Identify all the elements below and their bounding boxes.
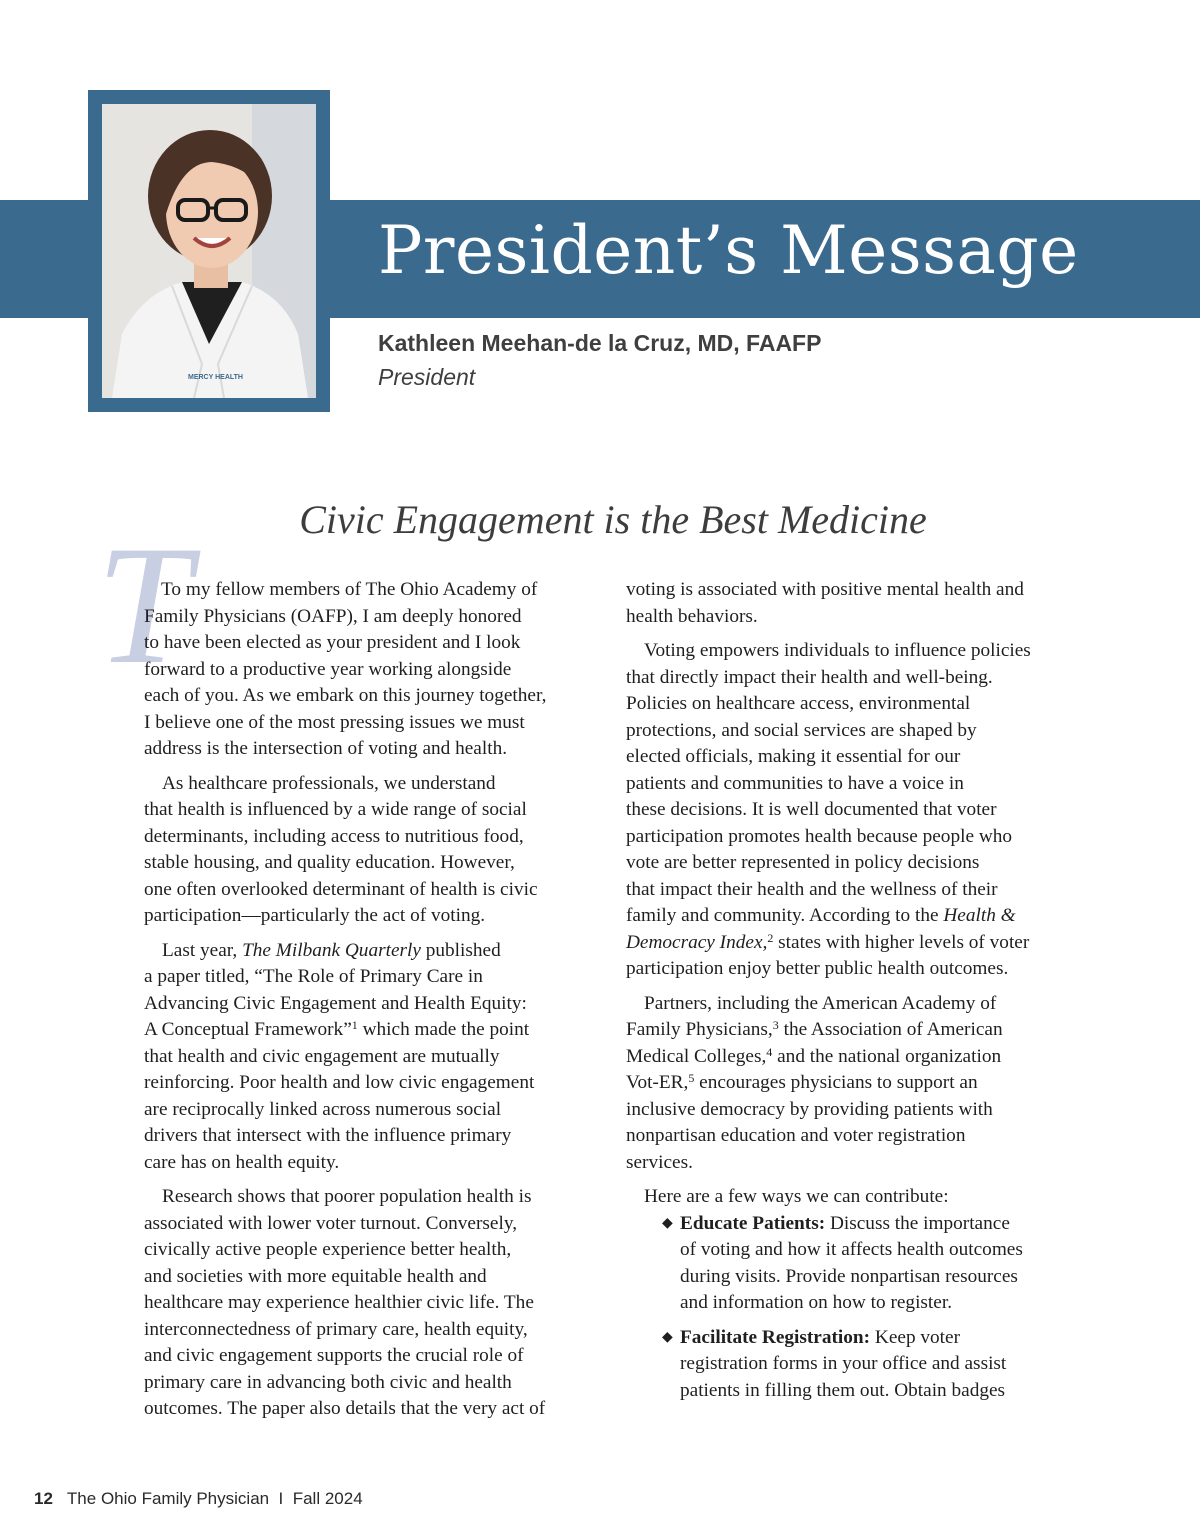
journal-title: The Milbank Quarterly — [242, 939, 421, 961]
text-line: address is the intersection of voting and health. — [144, 738, 508, 759]
text-line: I believe one of the most pressing issues we must — [144, 711, 525, 733]
paragraph-milbank — [144, 938, 604, 1177]
text-line: these decisions. It is well documented that voter — [626, 799, 997, 820]
text-line: participation promotes health because people who — [626, 825, 1013, 847]
text-line: forward to a productive year working alongside — [144, 658, 512, 680]
drop-cap: T — [96, 511, 191, 699]
text-line: drivers that intersect with the influence primary — [144, 1125, 512, 1146]
text-line: and civic engagement supports the crucial role of — [144, 1345, 524, 1366]
author-photo-frame — [88, 90, 330, 412]
article-title: Civic Engagement is the Best Medicine — [299, 497, 927, 542]
text-line: a paper titled, “The Role of Primary Care in — [144, 966, 483, 987]
text-line: Family Physicians,$^3$ the Association of American — [626, 1018, 1003, 1040]
paragraph-partners — [626, 991, 1086, 1177]
text-line: Democracy Index,$^2$ states with higher levels of voter — [626, 930, 1030, 953]
text-line: and societies with more equitable health and — [144, 1265, 487, 1287]
text-line: Advancing Civic Engagement and Health Equity: — [144, 992, 527, 1014]
page-title: President’s Message — [378, 212, 1079, 289]
paragraph-voting-empowers — [626, 638, 1086, 983]
paragraph-research — [144, 1184, 604, 1423]
text-line: Voting empowers individuals to influence policies — [644, 640, 1031, 661]
text-line: interconnectedness of primary care, health equity, — [144, 1318, 528, 1340]
footnote-ref: 2 — [767, 930, 774, 945]
text-line: Research shows that poorer population health is — [162, 1186, 532, 1207]
list-item: ◆ Educate Patients: Discuss the importance of voting and how it affects health outcomes during visits. Provide nonpartisan resources and information on how to register. — [680, 1211, 1086, 1317]
text-line: Partners, including the American Academy of — [644, 992, 997, 1014]
text-line: one often overlooked determinant of health is civic — [144, 878, 538, 900]
text-line: Policies on healthcare access, environmental — [626, 693, 971, 714]
paragraph-continuation — [626, 1097, 1086, 1177]
text-line: Family Physicians (OAFP), I am deeply honored — [144, 605, 522, 627]
text-line: and information on how to register. — [680, 1292, 953, 1313]
right-column — [626, 577, 1086, 1412]
author-name: Kathleen Meehan-de la Cruz, MD, FAAFP — [378, 330, 822, 356]
text-line: that directly impact their health and well-being. — [626, 666, 993, 688]
text-line: Last year, The Milbank Quarterly published — [162, 939, 501, 961]
list-item-body — [680, 1237, 1086, 1317]
text-line: of voting and how it affects health outcomes — [680, 1239, 1023, 1260]
text-line: A Conceptual Framework”$^1$ which made the point — [144, 1018, 530, 1040]
list-item-body — [680, 1351, 1086, 1404]
text-line: services. — [626, 1151, 693, 1173]
coat-logo-text: MERCY HEALTH — [188, 374, 243, 381]
footnote-ref: 4 — [766, 1044, 773, 1059]
text-line: civically active people experience better health, — [144, 1239, 512, 1260]
text-line: to have been elected as your president and I look — [144, 632, 521, 653]
text-line: outcomes. The paper also details that the very act of — [144, 1398, 546, 1419]
footnote-ref: 5 — [688, 1071, 695, 1085]
text-line: healthcare may experience healthier civic life. The — [144, 1292, 534, 1313]
index-title: Democracy Index, — [626, 931, 768, 953]
contribution-list — [626, 1211, 1086, 1405]
paragraph-intro — [144, 577, 604, 763]
bullet-diamond-icon: ◆ — [662, 1215, 673, 1231]
text-line: that impact their health and the wellness of their — [626, 878, 998, 900]
text-line: stable housing, and quality education. However, — [144, 852, 515, 873]
text-line: care has on health equity. — [144, 1151, 340, 1173]
list-item-heading: Educate Patients: — [680, 1212, 826, 1234]
index-title: Health & — [943, 905, 1016, 926]
text-line: that health is influenced by a wide range of social — [144, 799, 527, 820]
text-line: Vot-ER,$^5$ encourages physicians to support an — [626, 1071, 978, 1093]
page-number: 12 — [34, 1489, 53, 1508]
text-line: vote are better represented in policy decisions — [626, 852, 980, 873]
paragraph-social-determinants — [144, 771, 604, 930]
text-line: participation—particularly the act of voting. — [144, 905, 486, 926]
text-line: family and community. According to the Health & — [626, 905, 1016, 926]
text-line: determinants, including access to nutritious food, — [144, 825, 524, 847]
paragraph-contribute-intro: Here are a few ways we can contribute: — [644, 1186, 949, 1207]
author-photo — [102, 104, 316, 398]
paragraph-continuation — [144, 1044, 604, 1177]
text-line: health behaviors. — [626, 605, 758, 627]
text-line: protections, and social services are shaped by — [626, 719, 977, 741]
bullet-diamond-icon: ◆ — [662, 1329, 673, 1345]
page-footer — [34, 1489, 363, 1509]
text-line: patients and communities to have a voice in — [626, 772, 964, 794]
text-line: nonpartisan education and voter registration — [626, 1125, 966, 1146]
text-line: associated with lower voter turnout. Conversely, — [144, 1212, 518, 1234]
text-line: To my fellow members of The Ohio Academy of — [161, 579, 538, 600]
text-line: inclusive democracy by providing patients with — [626, 1098, 993, 1120]
text-line: elected officials, making it essential for our — [626, 746, 961, 767]
text-line: Medical Colleges,$^4$ and the national organization — [626, 1044, 1002, 1067]
list-item-heading: Facilitate Registration: — [680, 1326, 871, 1348]
text-line: registration forms in your office and assist — [680, 1353, 1007, 1374]
text-line: during visits. Provide nonpartisan resources — [680, 1265, 1018, 1287]
text-line: each of you. As we embark on this journey together, — [144, 685, 547, 706]
text-line: patients in filling them out. Obtain badges — [680, 1379, 1006, 1401]
text-line: As healthcare professionals, we understand — [162, 772, 496, 794]
left-column — [144, 577, 604, 1431]
footnote-ref: 1 — [351, 1018, 358, 1032]
text-line: that health and civic engagement are mutually — [144, 1045, 500, 1067]
list-item: ◆ Facilitate Registration: Keep voter registration forms in your office and assist patients in filling them out. Obtain badges — [680, 1325, 1086, 1405]
text-line: voting is associated with positive mental health and — [626, 579, 1024, 600]
text-line: primary care in advancing both civic and health — [144, 1371, 512, 1393]
paragraph-lines — [626, 638, 1086, 903]
text-line: reinforcing. Poor health and low civic engagement — [144, 1072, 535, 1093]
publication-line: The Ohio Family Physician I Fall 2024 — [66, 1489, 363, 1508]
footnote-ref: 3 — [772, 1018, 779, 1032]
author-role: President — [378, 364, 476, 390]
text-line: participation enjoy better public health outcomes. — [626, 958, 1009, 979]
text-line: are reciprocally linked across numerous social — [144, 1098, 502, 1120]
author-portrait-illustration — [102, 104, 316, 398]
paragraph-continued — [626, 577, 1086, 630]
